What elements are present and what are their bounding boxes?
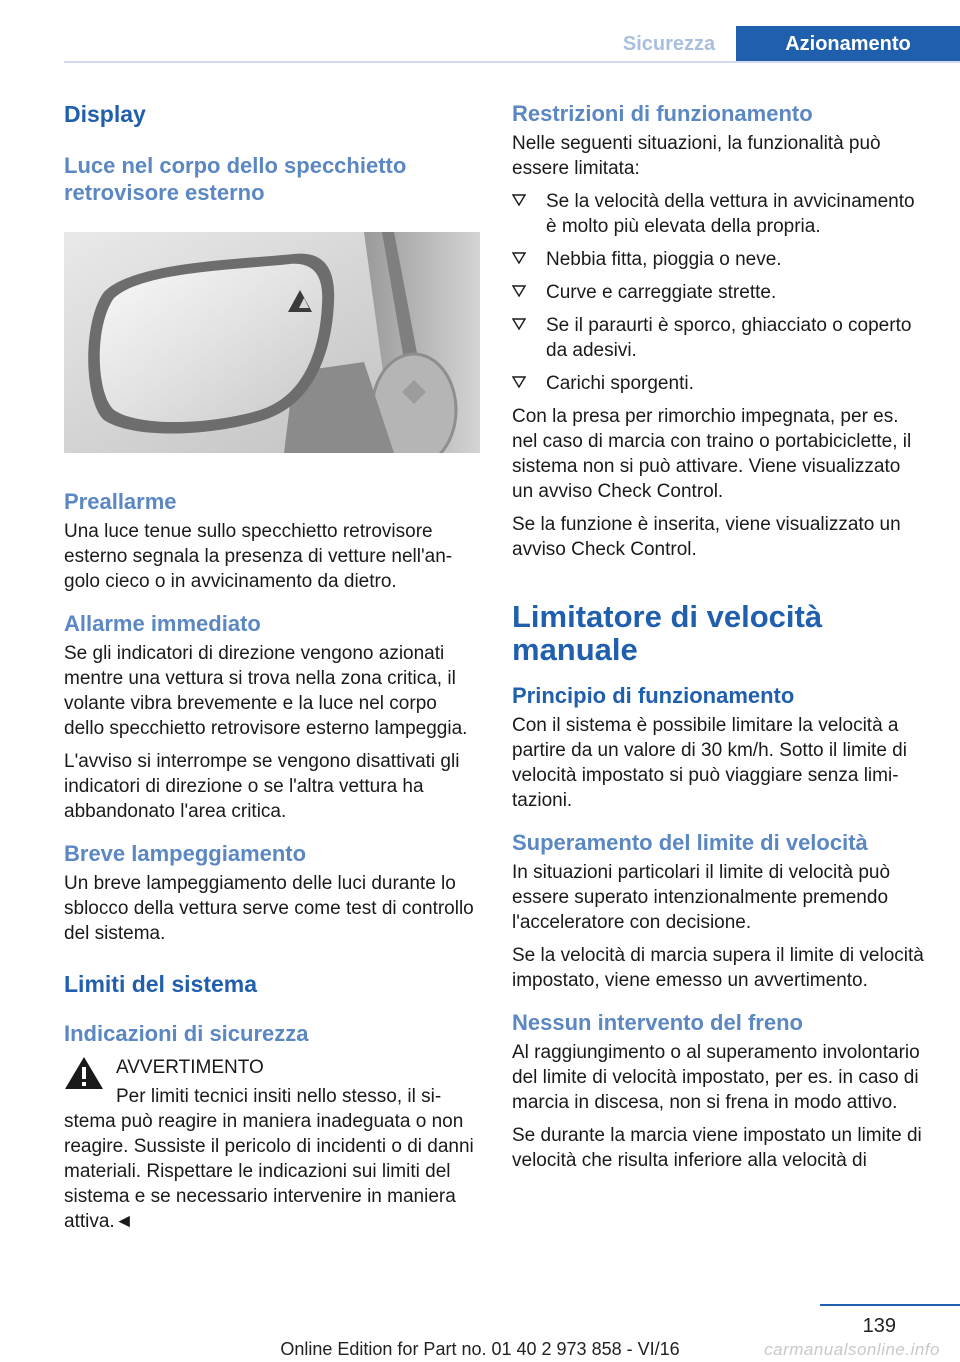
restrizioni-list [512,189,926,396]
edition-text: Online Edition for Part no. 01 40 2 973 858 - VI/16 [280,1339,680,1359]
watermark: carmanualsonline.info [764,1340,940,1359]
superamento-text: In situazioni particolari il limite di velocità può essere superato intenzionalmente premendo l'acceleratore con decisione. [512,862,891,933]
breve-text: Un breve lampeggiamento delle luci durante lo sblocco della vettura serve come test di controllo del sistema. [64,873,474,944]
page-number: 139 [862,1315,896,1337]
triangle-bullet-icon [512,375,526,389]
footer-divider [820,1304,960,1306]
rimorchio-text: Con la presa per rimorchio impegnata, per es. nel caso di marcia con traino o portabiciclette, il sistema non si può attivare. Viene visualizzato un avviso Check Control. [512,406,912,502]
breve-heading: Breve lampeggiamento [64,841,307,866]
left-column [64,100,480,1234]
triangle-bullet-icon [512,317,526,331]
warning-label: AVVERTIMENTO [116,1057,264,1078]
allarme-text: Se gli indicatori di direzione vengono azionati mentre una vettura si trova nella zona critica, il volante vibra brevemente e la luce nel corpo dello specchietto retrovisore esterno lampeggia. [64,643,468,739]
indicazioni-heading: Indicazioni di sicurezza [64,1021,309,1046]
restrizioni-heading: Restrizioni di funzionamento [512,101,813,126]
principio-text: Con il sistema è possibile limitare la velocità a partire da un valore di 30 km/h. Sotto il limite di velocità impostato si può viaggiare senza limitazioni. [512,715,907,811]
warning-text: Per limiti tecnici insiti nello stesso, il sistema può reagire in maniera inadeguata o non reagire. Sussiste il pericolo di incidenti o di danni materiali. Rispettare le indicazioni sui limiti del sistema e se necessario intervenire in maniera attiva.◄ [64,1086,474,1232]
warning-block [64,1055,480,1080]
mirror-illustration [64,232,480,453]
superamento-heading: Superamento del limite di velocità [512,830,868,855]
allarme-heading: Allarme immediato [64,611,261,636]
supera-text: Se la velocità di marcia supera il limite di velocità impostato, viene emesso un avvertimento. [512,945,924,991]
warning-triangle-icon [64,1055,104,1091]
freno-heading: Nessun intervento del freno [512,1010,803,1035]
avviso-text: L'avviso si interrompe se vengono disattivati gli indicatori di direzione o se l'altra vettura ha abbandonato l'area critica. [64,751,460,822]
limiti-heading: Limiti del sistema [64,971,258,997]
list-item: Nebbia fitta, pioggia o neve. [512,247,926,272]
preallarme-text: Una luce tenue sullo specchietto retrovisore esterno segnala la presenza di vetture nell'angolo cieco o in avvicinamento da dietro. [64,521,453,592]
freno-text: Al raggiungimento o al superamento involontario del limite di velocità impostato, per es. in caso di marcia in discesa, non si frena in modo attivo. [512,1042,920,1113]
list-item: Se il paraurti è sporco, ghiacciato o coperto da adesivi. [512,313,926,363]
restrizioni-intro: Nelle seguenti situazioni, la funzionalità può essere limitata: [512,133,881,179]
tab-sicurezza[interactable]: Sicurezza [622,32,716,55]
limitatore-heading: Limitatore di velocità manuale [512,599,823,667]
list-item: Carichi sporgenti. [512,371,926,396]
header-tabs [602,26,960,62]
durante-text: Se durante la marcia viene impostato un limite di velocità che risulta inferiore alla velocità di [512,1125,922,1171]
tab-azionamento[interactable]: Azionamento [736,26,960,62]
header-divider [64,61,960,63]
luce-heading: Luce nel corpo dello specchietto retrovisore esterno [64,153,407,205]
preallarme-heading: Preallarme [64,489,177,514]
display-heading: Display [64,101,146,127]
triangle-bullet-icon [512,251,526,265]
triangle-bullet-icon [512,193,526,207]
funzione-text: Se la funzione è inserita, viene visualizzato un avviso Check Control. [512,514,901,560]
right-column [512,100,926,1173]
list-item: Se la velocità della vettura in avvicinamento è molto più elevata della propria. [512,189,926,239]
list-item: Curve e carreggiate strette. [512,280,926,305]
principio-heading: Principio di funzionamento [512,683,795,708]
triangle-bullet-icon [512,284,526,298]
